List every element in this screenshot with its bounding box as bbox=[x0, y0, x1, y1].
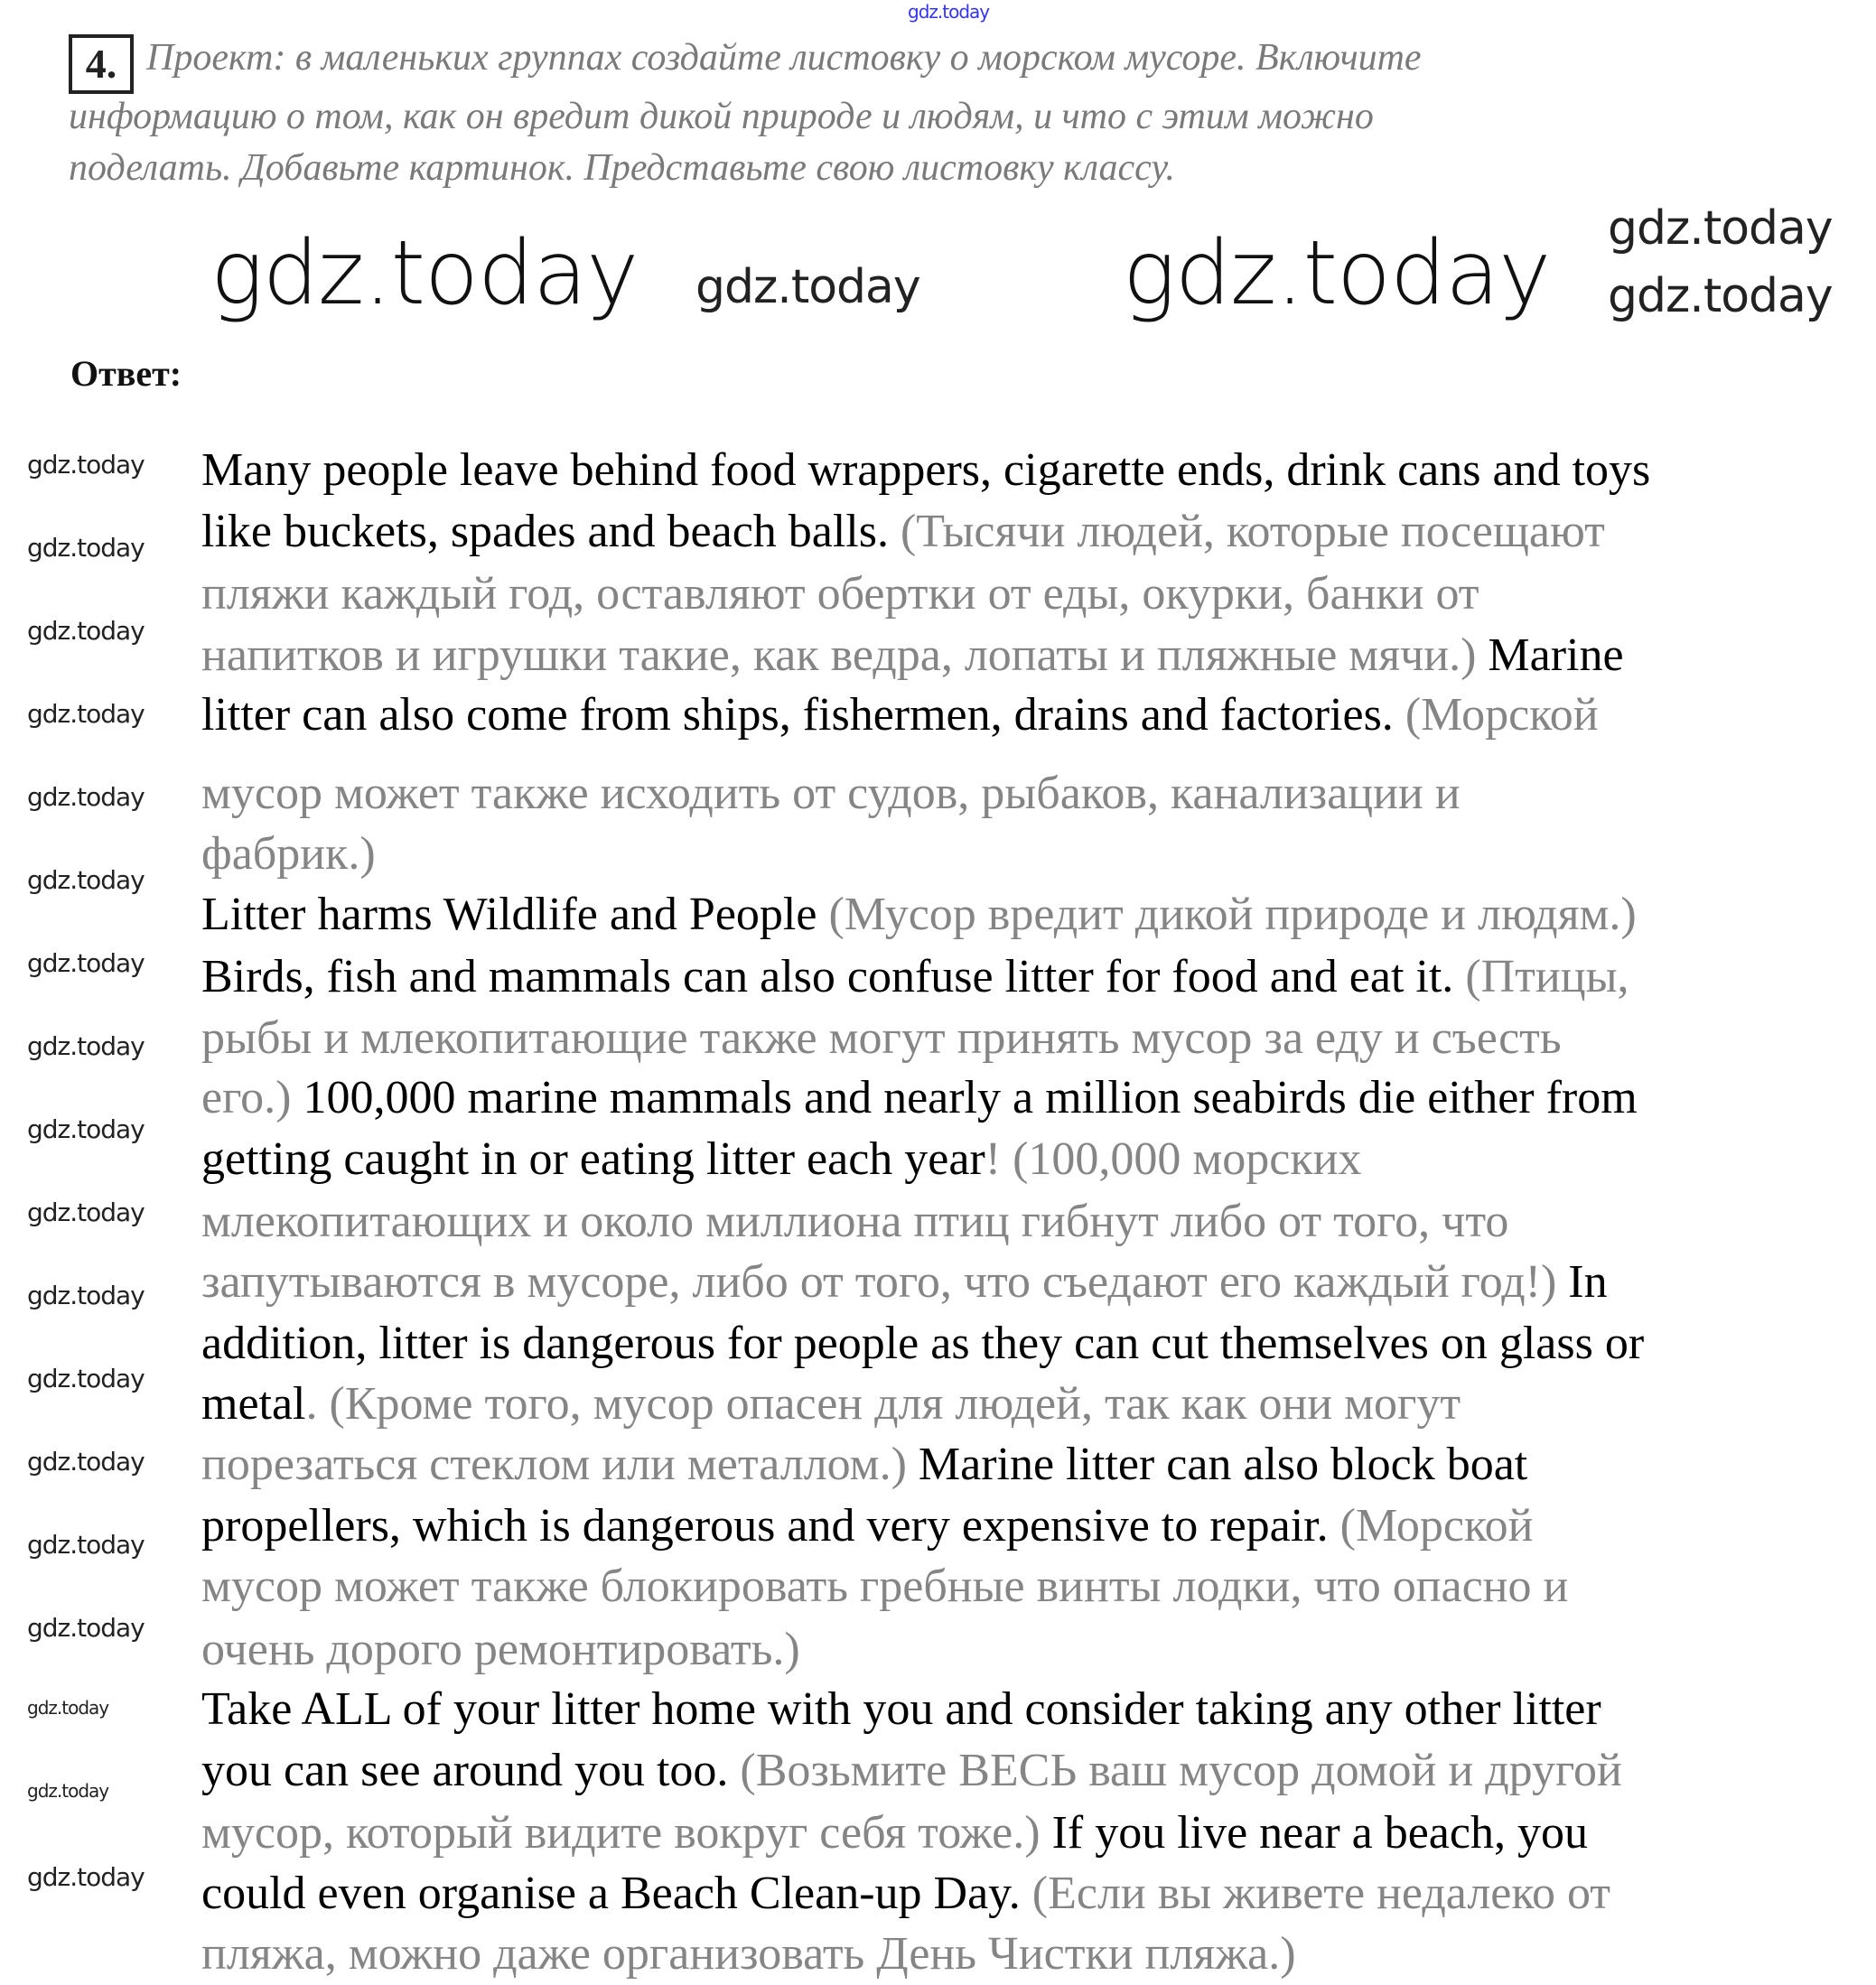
answer-line bbox=[201, 625, 1624, 686]
english-text: you can see around you too. bbox=[201, 1744, 741, 1796]
english-text: Litter harms Wildlife and People bbox=[201, 888, 829, 940]
watermark: gdz.today bbox=[210, 222, 639, 325]
watermark: gdz.today bbox=[1608, 201, 1833, 256]
answer-line bbox=[201, 564, 1479, 625]
english-text: Birds, fish and mammals can also confuse litter for food and eat it. bbox=[201, 951, 1466, 1002]
russian-translation: очень дорого ремонтировать.) bbox=[201, 1623, 800, 1675]
russian-translation: ! (100,000 морских bbox=[985, 1133, 1362, 1186]
watermark: gdz.today bbox=[27, 1364, 145, 1393]
english-text: could even organise a Beach Clean-up Day. bbox=[201, 1867, 1032, 1919]
russian-translation: пляжа, можно даже организовать День Чистки пляжа.) bbox=[201, 1928, 1296, 1980]
english-text: propellers, which is dangerous and very expensive to repair. bbox=[201, 1499, 1340, 1552]
watermark: gdz.today bbox=[27, 616, 145, 646]
answer-line bbox=[201, 1191, 1508, 1253]
answer-line bbox=[201, 1252, 1608, 1313]
answer-line bbox=[201, 884, 1637, 946]
watermark: gdz.today bbox=[1608, 269, 1833, 323]
watermark: gdz.today bbox=[27, 1780, 109, 1802]
answer-label: Ответ: bbox=[70, 353, 182, 394]
russian-translation: пляжи каждый год, оставляют обертки от еды, окурки, банки от bbox=[201, 568, 1479, 620]
answer-line bbox=[201, 1679, 1601, 1740]
watermark: gdz.today bbox=[695, 260, 920, 314]
watermark: gdz.today bbox=[27, 948, 145, 978]
english-text: 100,000 marine mammals and nearly a million seabirds die either from bbox=[303, 1072, 1638, 1124]
watermark: gdz.today bbox=[27, 1031, 145, 1061]
answer-line bbox=[201, 946, 1629, 1008]
russian-translation: рыбы и млекопитающие также могут принять мусор за еду и съесть bbox=[201, 1011, 1562, 1064]
answer-line bbox=[201, 440, 1650, 501]
task-text-line-3: поделать. Добавьте картинок. Представьте свою листовку классу. bbox=[69, 147, 1175, 189]
russian-translation: напитков и игрушки такие, как ведра, лопаты и пляжные мячи.) bbox=[201, 629, 1489, 681]
russian-translation: мусор может также блокировать гребные винты лодки, что опасно и bbox=[201, 1561, 1569, 1613]
answer-line bbox=[201, 1374, 1461, 1435]
answer-line bbox=[201, 1924, 1296, 1985]
russian-translation: мусор, который видите вокруг себя тоже.) bbox=[201, 1807, 1052, 1859]
watermark: gdz.today bbox=[27, 1862, 145, 1892]
russian-translation: (Мусор вредит дикой природе и людям.) bbox=[828, 888, 1637, 940]
watermark: gdz.today bbox=[27, 1697, 109, 1719]
english-text: Marine bbox=[1488, 629, 1624, 681]
russian-translation: . (Кроме того, мусор опасен для людей, так как они могут bbox=[305, 1378, 1461, 1431]
russian-translation: порезаться стеклом или металлом.) bbox=[201, 1438, 919, 1490]
answer-line bbox=[201, 1619, 800, 1681]
russian-translation: запутываются в мусоре, либо от того, что съедают его каждый год!) bbox=[201, 1255, 1569, 1308]
watermark: gdz.today bbox=[27, 1114, 145, 1144]
russian-translation: (Морской bbox=[1339, 1499, 1534, 1552]
watermark: gdz.today bbox=[27, 699, 145, 729]
russian-translation: (Если вы живете недалеко от bbox=[1031, 1867, 1611, 1919]
russian-translation: фабрик.) bbox=[201, 828, 376, 881]
answer-line bbox=[201, 1434, 1527, 1496]
russian-translation: (Возьмите ВЕСЬ ваш мусор домой и другой bbox=[740, 1744, 1622, 1796]
answer-line bbox=[201, 1008, 1562, 1069]
watermark: gdz.today bbox=[908, 1, 990, 23]
russian-translation: млекопитающих и около миллиона птиц гибнут либо от того, что bbox=[201, 1196, 1509, 1248]
russian-translation: мусор может также исходить от судов, рыбаков, канализации и bbox=[201, 767, 1461, 819]
watermark: gdz.today bbox=[27, 782, 145, 812]
answer-line bbox=[201, 685, 1599, 746]
task-number-box: 4. bbox=[69, 34, 134, 94]
english-text: In bbox=[1568, 1255, 1608, 1308]
watermark: gdz.today bbox=[27, 1281, 145, 1310]
answer-line bbox=[201, 501, 1605, 563]
task-text-line-1: Проект: в маленьких группах создайте листовку о морском мусоре. Включите bbox=[146, 37, 1422, 79]
russian-translation: (Птицы, bbox=[1465, 951, 1629, 1002]
english-text: Take ALL of your litter home with you and consider taking any other litter bbox=[201, 1683, 1601, 1736]
watermark: gdz.today bbox=[27, 1530, 145, 1560]
english-text: Marine litter can also block boat bbox=[918, 1438, 1528, 1490]
answer-line bbox=[201, 1496, 1533, 1557]
watermark: gdz.today bbox=[27, 450, 145, 480]
answer-line bbox=[201, 1863, 1610, 1924]
watermark: gdz.today bbox=[27, 1198, 145, 1227]
answer-line bbox=[201, 1803, 1588, 1864]
russian-translation: (Тысячи людей, которые посещают bbox=[900, 505, 1605, 557]
watermark: gdz.today bbox=[27, 1613, 145, 1643]
english-text: If you live near a beach, you bbox=[1051, 1807, 1588, 1859]
english-text: Many people leave behind food wrappers, cigarette ends, drink cans and toys bbox=[201, 444, 1651, 497]
english-text: getting caught in or eating litter each year bbox=[201, 1133, 985, 1186]
watermark: gdz.today bbox=[27, 533, 145, 563]
watermark: gdz.today bbox=[1123, 222, 1551, 325]
russian-translation: его.) bbox=[201, 1072, 303, 1124]
watermark: gdz.today bbox=[27, 1447, 145, 1477]
answer-line bbox=[201, 1556, 1568, 1617]
russian-translation: (Морской bbox=[1405, 689, 1599, 741]
task-text-line-2: информацию о том, как он вредит дикой природе и людям, и что с этим можно bbox=[69, 96, 1374, 137]
watermark: gdz.today bbox=[27, 865, 145, 895]
answer-line bbox=[201, 1313, 1644, 1375]
answer-line bbox=[201, 824, 376, 885]
answer-line bbox=[201, 1740, 1622, 1802]
answer-line bbox=[201, 763, 1461, 825]
english-text: like buckets, spades and beach balls. bbox=[201, 505, 901, 557]
answer-line bbox=[201, 1129, 1361, 1190]
english-text: metal bbox=[201, 1378, 306, 1431]
answer-line bbox=[201, 1067, 1638, 1129]
english-text: addition, litter is dangerous for people as they can cut themselves on glass or bbox=[201, 1317, 1645, 1369]
english-text: litter can also come from ships, fishermen, drains and factories. bbox=[201, 689, 1405, 741]
